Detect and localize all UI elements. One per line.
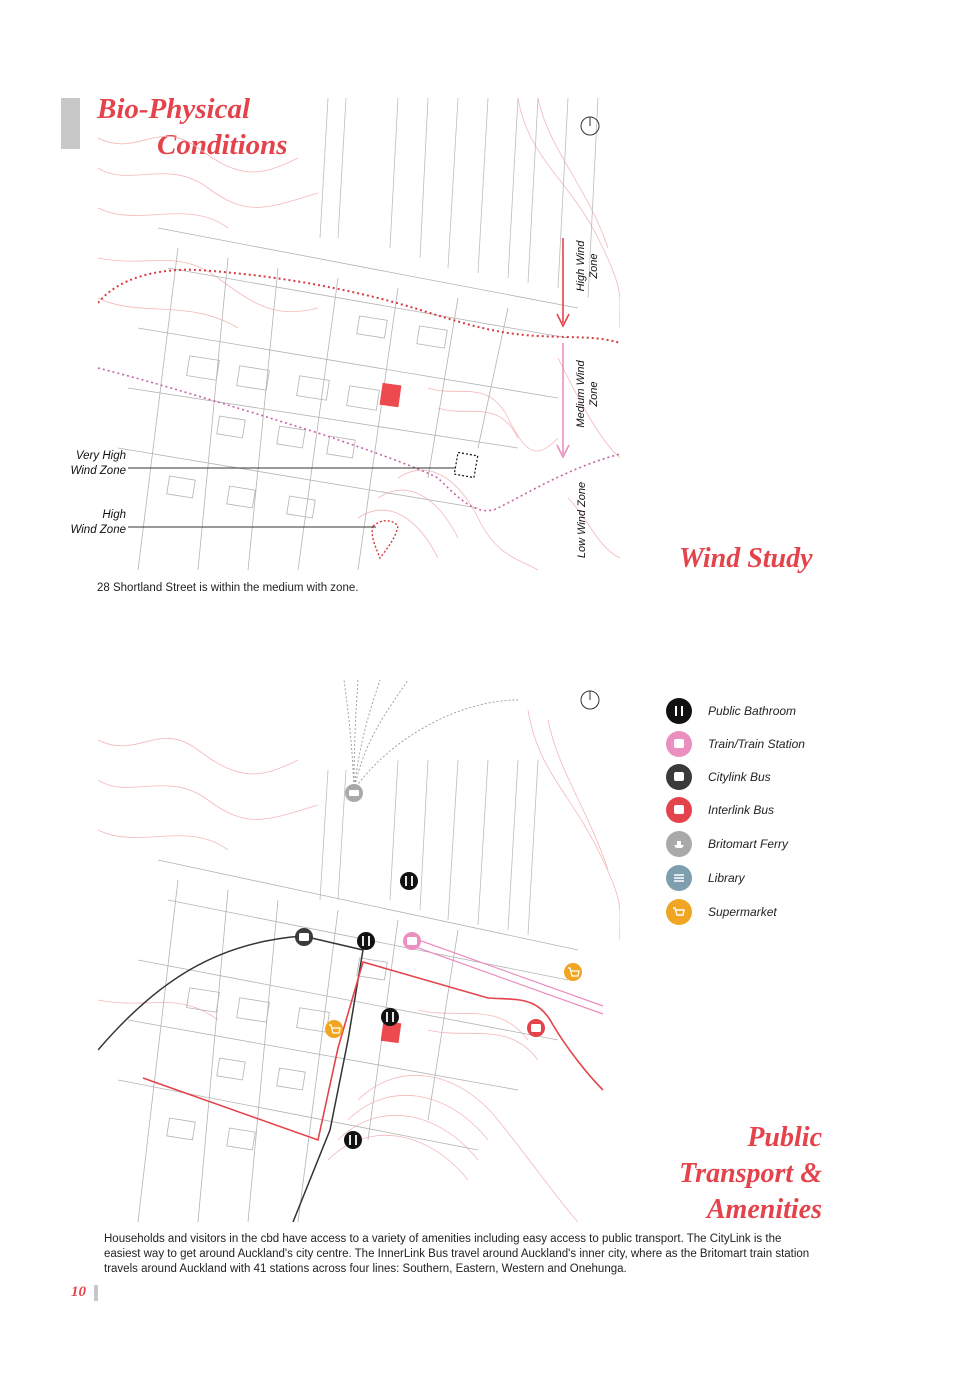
legend-item-library xyxy=(666,865,745,891)
medium-wind-zone-boundary xyxy=(98,368,620,511)
very-high-wind-zone xyxy=(454,452,478,477)
legend-label: Library xyxy=(708,871,745,885)
high-wind-label-line2: Zone xyxy=(588,253,600,279)
bathroom-marker-3 xyxy=(381,1008,399,1026)
high-left-label-line2: Wind Zone xyxy=(70,524,126,536)
ferry-terminal-marker xyxy=(345,784,363,802)
very-high-label-line2: Wind Zone xyxy=(70,465,126,477)
library-icon xyxy=(666,865,692,891)
supermarket-marker-2 xyxy=(325,1020,343,1038)
legend-item-citylink-bus xyxy=(666,764,771,790)
wind-study-map xyxy=(98,98,620,570)
supermarket-marker-1 xyxy=(564,963,582,981)
legend-label: Supermarket xyxy=(708,905,777,919)
high-wind-zone-boundary xyxy=(98,270,620,343)
site-28-shortland-street xyxy=(380,383,402,407)
high-wind-zone-left-label xyxy=(66,508,126,538)
wind-study-caption: 28 Shortland Street is within the medium with zone. xyxy=(97,582,359,594)
very-high-wind-zone-label xyxy=(66,449,126,479)
high-wind-zone-pocket xyxy=(372,521,398,558)
transport-title-line1: Public xyxy=(747,1122,822,1153)
medium-wind-zone-label xyxy=(575,354,601,434)
header-gray-bar xyxy=(61,98,80,149)
legend-label: Citylink Bus xyxy=(708,770,771,784)
page-title-line1: Bio-Physical xyxy=(97,93,251,125)
high-left-label-line1: High xyxy=(102,509,126,521)
low-wind-zone-label xyxy=(576,478,589,562)
transport-title-line3: Amenities xyxy=(706,1194,822,1225)
legend-label: Train/Train Station xyxy=(708,737,805,751)
low-wind-label-line1: Low Wind Zone xyxy=(576,481,588,559)
bathroom-icon xyxy=(666,698,692,724)
street-grid xyxy=(118,228,578,570)
legend-item-supermarket xyxy=(666,899,777,925)
page-number: 10 xyxy=(71,1284,86,1300)
wind-study-title: Wind Study xyxy=(679,543,813,574)
legend-label: Public Bathroom xyxy=(708,704,797,718)
bathroom-marker-1 xyxy=(400,872,418,890)
legend-item-interlink-bus xyxy=(666,797,774,823)
interlink-bus-marker xyxy=(527,1019,545,1037)
high-wind-zone-label-text xyxy=(575,234,601,298)
legend-label: Britomart Ferry xyxy=(708,837,789,851)
citylink-bus-marker xyxy=(295,928,313,946)
very-high-label-line1: Very High xyxy=(75,450,126,462)
transport-map xyxy=(98,680,620,1222)
train-station-marker xyxy=(403,932,421,950)
transport-caption: Households and visitors in the cbd have access to a variety of amenities including easy access to public transport. The CityLink is the easiest way to get around Auckland's city centre. The InnerLink Bus travel around Auckland's inner city, where as the Britomart train station travels around Auckland with 41 stations across four lines: Southern, Eastern, Western and Onehunga. xyxy=(104,1233,810,1275)
legend-label: Interlink Bus xyxy=(708,803,775,817)
medium-wind-label-line1: Medium Wind xyxy=(575,360,587,428)
transport-title-line2: Transport & xyxy=(679,1158,822,1189)
ferry-icon xyxy=(666,831,692,857)
legend-item-ferry xyxy=(666,831,788,857)
bathroom-marker-2 xyxy=(357,932,375,950)
high-wind-label-line1: High Wind xyxy=(575,240,587,292)
legend-item-train xyxy=(666,731,805,757)
bathroom-marker-4 xyxy=(344,1131,362,1149)
medium-wind-label-line2: Zone xyxy=(588,381,600,407)
page-number-bar xyxy=(94,1285,98,1301)
page-title-line2: Conditions xyxy=(157,129,288,161)
citylink-bus-icon xyxy=(666,764,692,790)
citylink-bus-route xyxy=(98,936,363,1222)
wharf-lines xyxy=(320,98,598,298)
legend-item-public-bathroom xyxy=(666,698,796,724)
supermarket-icon xyxy=(666,899,692,925)
train-icon xyxy=(666,731,692,757)
ferry-routes xyxy=(344,680,518,790)
interlink-bus-icon xyxy=(666,797,692,823)
